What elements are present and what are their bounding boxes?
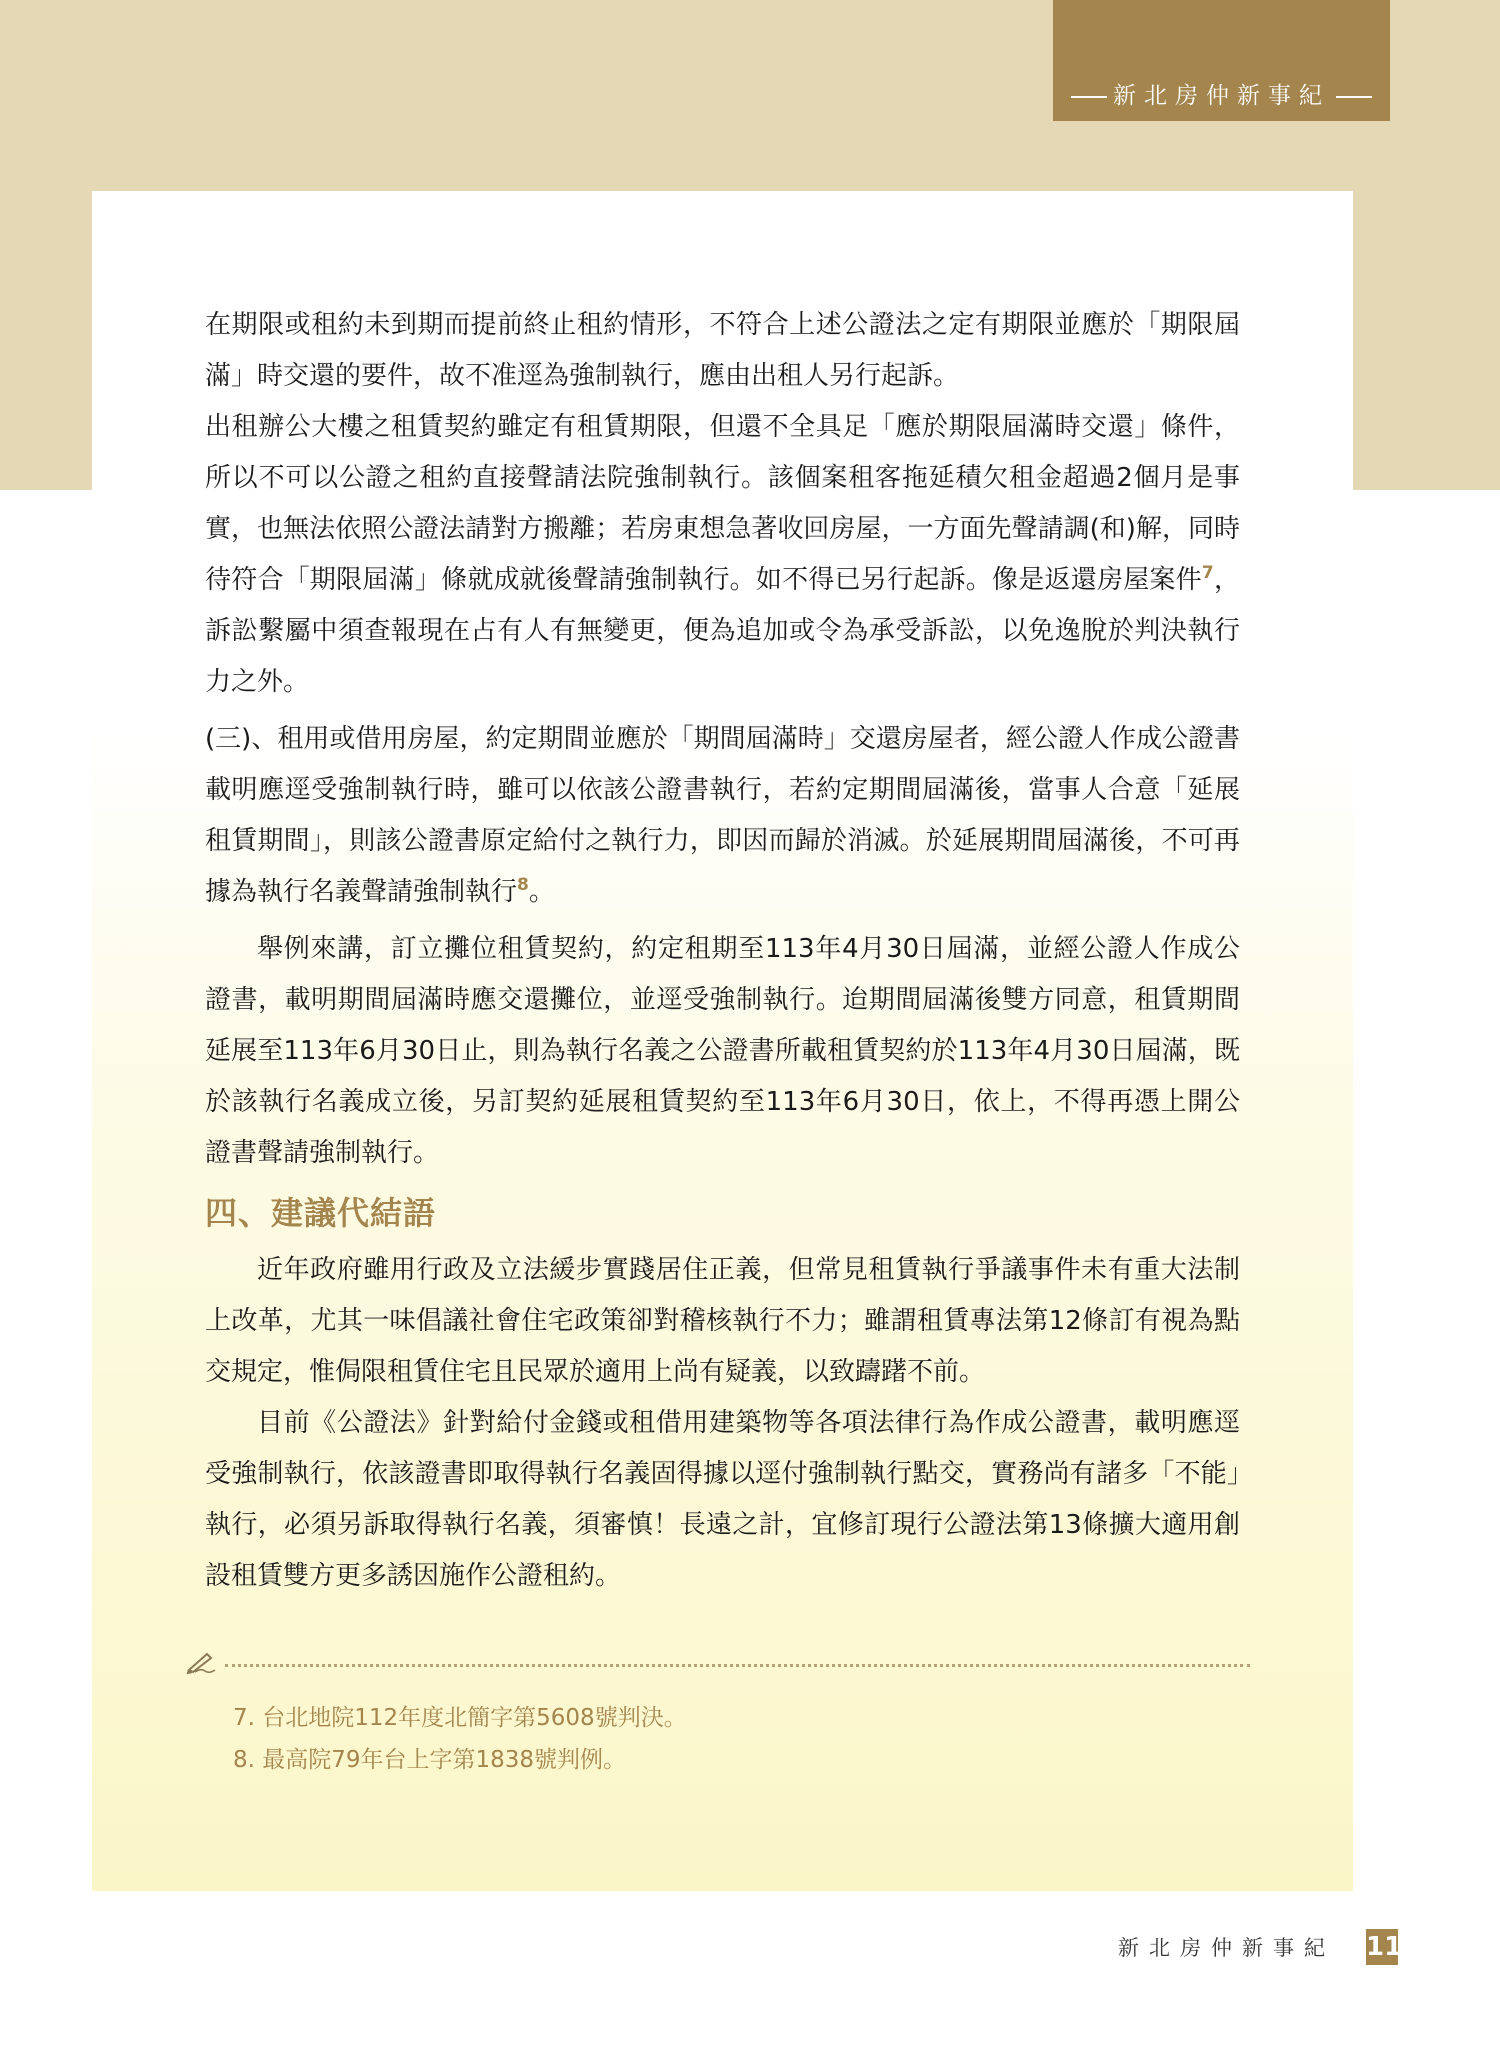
page-number: 11: [1366, 1929, 1398, 1965]
footer-title: 新北房仲新事紀: [1118, 1936, 1335, 1960]
header-title-row: [1053, 80, 1390, 112]
article-paragraph-text: ，訴訟繫屬中須查報現在占有人有無變更，便為追加或令為承受訴訟，以免逸脫於判決執行力之外。: [205, 565, 1240, 697]
article-paragraph: 近年政府雖用行政及立法緩步實踐居住正義，但常見租賃執行爭議事件未有重大法制上改革，尤其一味倡議社會住宅政策卻對稽核執行不力；雖謂租賃專法第12條訂有視為點交規定，惟侷限租賃住宅且民眾於適用上尚有疑義，以致躊躇不前。: [205, 1255, 1240, 1387]
footnotes: [233, 1697, 687, 1781]
article-paragraph: 在期限或租約未到期而提前終止租約情形，不符合上述公證法之定有期限並應於「期限屆滿」時交還的要件，故不准逕為強制執行，應由出租人另行起訴。: [205, 310, 1240, 391]
footnote-ref-8[interactable]: 8: [517, 875, 529, 895]
article-body: [205, 300, 1240, 1602]
footnote-divider: [185, 1650, 1250, 1674]
article-paragraph-text: 。: [528, 877, 555, 907]
footnote-item: 8. 最高院79年台上字第1838號判例。: [233, 1747, 627, 1773]
article-paragraph: [205, 402, 1240, 708]
header-dash-right: [1336, 96, 1372, 98]
article-paragraph: [205, 714, 1240, 918]
footnote-ref-7[interactable]: 7: [1201, 563, 1214, 583]
header-dash-left: [1071, 96, 1107, 98]
article-paragraph: 目前《公證法》針對給付金錢或租借用建築物等各項法律行為作成公證書，載明應逕受強制執行，依該證書即取得執行名義固得據以逕付強制執行點交，實務尚有諸多「不能」執行，必須另訴取得執行名義，須審慎！長遠之計，宜修訂現行公證法第13條擴大適用創設租賃雙方更多誘因施作公證租約。: [205, 1408, 1240, 1591]
section-heading: 四、建議代結語: [205, 1194, 437, 1232]
header-title: 新北房仲新事紀: [1113, 83, 1330, 109]
header-tab: [1053, 0, 1390, 121]
article-paragraph: 舉例來講，訂立攤位租賃契約，約定租期至113年4月30日屆滿，並經公證人作成公證書，載明期間屆滿時應交還攤位，並逕受強制執行。迨期間屆滿後雙方同意，租賃期間延展至113年6月30日止，則為執行名義之公證書所載租賃契約於113年4月30日屆滿，既於該執行名義成立後，另訂契約延展租賃契約至113年6月30日，依上，不得再憑上開公證書聲請強制執行。: [205, 934, 1240, 1168]
pen-writing-icon: [185, 1650, 219, 1674]
article-paragraph-text: (三)、租用或借用房屋，約定期間並應於「期間屆滿時」交還房屋者，經公證人作成公證書載明應逕受強制執行時，雖可以依該公證書執行，若約定期間屆滿後，當事人合意「延展租賃期間」，則該公證書原定給付之執行力，即因而歸於消滅。於延展期間屆滿後，不可再據為執行名義聲請強制執行: [205, 724, 1240, 907]
dotted-line: [225, 1664, 1250, 1667]
footnote-item: 7. 台北地院112年度北簡字第5608號判決。: [233, 1705, 687, 1731]
article-paragraph-text: 出租辦公大樓之租賃契約雖定有租賃期限，但還不全具足「應於期限屆滿時交還」條件，所以不可以公證之租約直接聲請法院強制執行。該個案租客拖延積欠租金超過2個月是事實，也無法依照公證法請對方搬離；若房東想急著收回房屋，一方面先聲請調(和)解，同時待符合「期限屆滿」條就成就後聲請強制執行。如不得已另行起訴。像是返還房屋案件: [205, 412, 1240, 595]
